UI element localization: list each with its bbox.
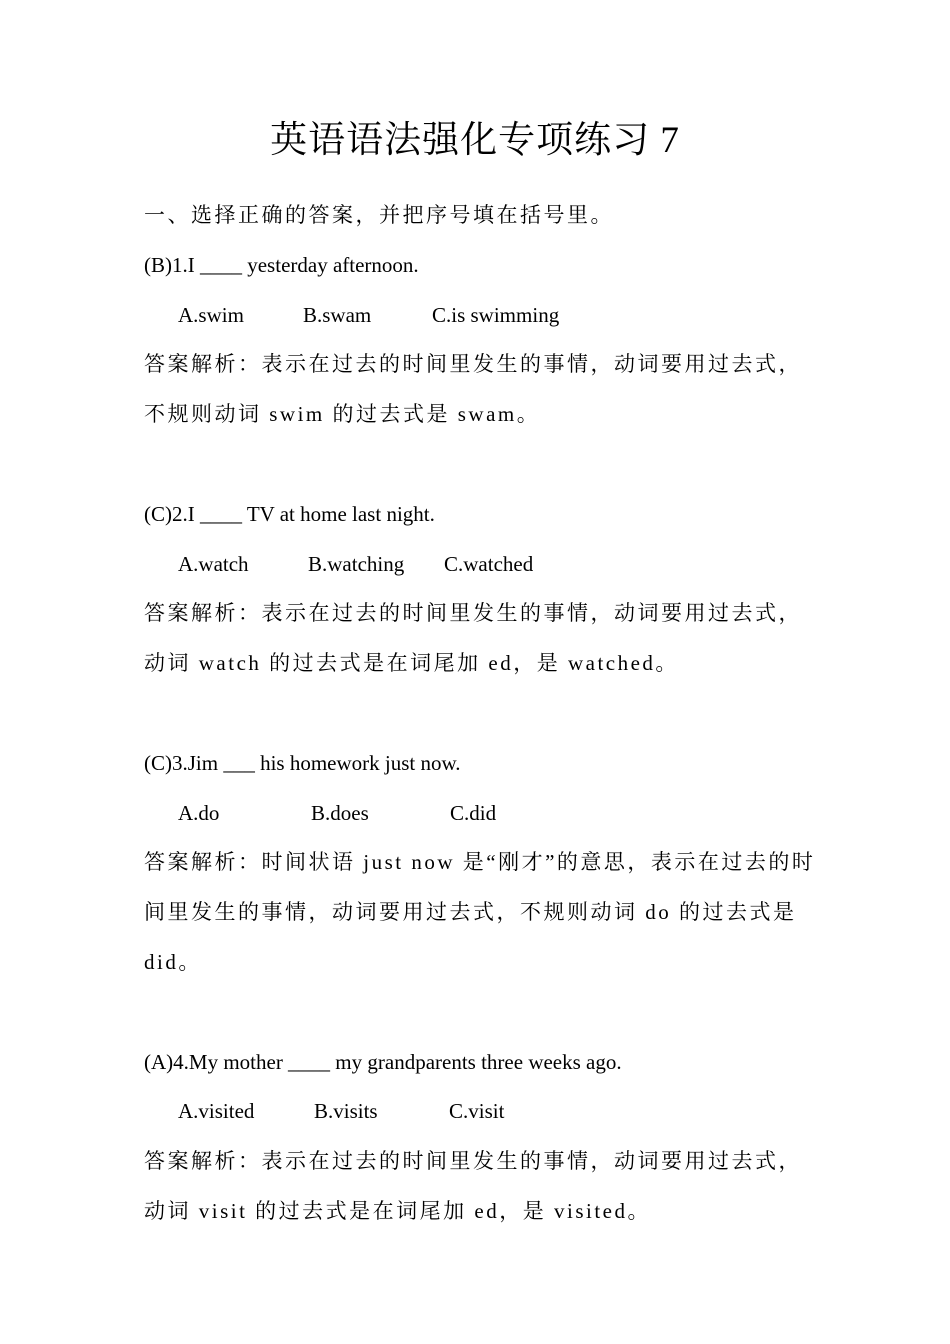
question-3-option-a: A.do	[178, 801, 220, 825]
question-2-option-c: C.watched	[444, 552, 534, 576]
question-4-analysis-line-2: 动词 visit 的过去式是在词尾加 ed，是 visited。	[144, 1199, 651, 1223]
question-3-stem: (C)3.Jim ___ his homework just now.	[144, 751, 461, 775]
question-3-analysis-line-2: 间里发生的事情，动词要用过去式，不规则动词 do 的过去式是	[144, 900, 797, 924]
instruction: 一、选择正确的答案，并把序号填在括号里。	[144, 203, 614, 227]
question-2-analysis-line-1: 答案解析：表示在过去的时间里发生的事情，动词要用过去式，	[144, 601, 802, 625]
question-1-option-a: A.swim	[178, 303, 244, 327]
question-2-option-a: A.watch	[178, 552, 249, 576]
question-3-option-c: C.did	[450, 801, 497, 825]
page-title: 英语语法强化专项练习 7	[270, 120, 680, 161]
question-1-option-c: C.is swimming	[432, 303, 560, 327]
question-2-stem: (C)2.I ____ TV at home last night.	[144, 502, 435, 526]
question-4-analysis-line-1: 答案解析：表示在过去的时间里发生的事情，动词要用过去式，	[144, 1149, 802, 1173]
question-4-option-a: A.visited	[178, 1099, 255, 1123]
question-1-option-b: B.swam	[303, 303, 372, 327]
question-1-analysis-line-1: 答案解析：表示在过去的时间里发生的事情，动词要用过去式，	[144, 352, 802, 376]
question-4-option-b: B.visits	[314, 1099, 378, 1123]
question-2-option-b: B.watching	[308, 552, 405, 576]
question-3-option-b: B.does	[311, 801, 369, 825]
question-1-stem: (B)1.I ____ yesterday afternoon.	[144, 253, 419, 277]
question-2-analysis-line-2: 动词 watch 的过去式是在词尾加 ed，是 watched。	[144, 651, 679, 675]
question-3-analysis-line-1: 答案解析：时间状语 just now 是“刚才”的意思，表示在过去的时	[144, 850, 816, 874]
question-4-option-c: C.visit	[449, 1099, 505, 1123]
question-4-stem: (A)4.My mother ____ my grandparents three weeks ago.	[144, 1050, 622, 1074]
question-3-analysis-line-3: did。	[144, 950, 202, 974]
question-1-analysis-line-2: 不规则动词 swim 的过去式是 swam。	[144, 402, 541, 426]
